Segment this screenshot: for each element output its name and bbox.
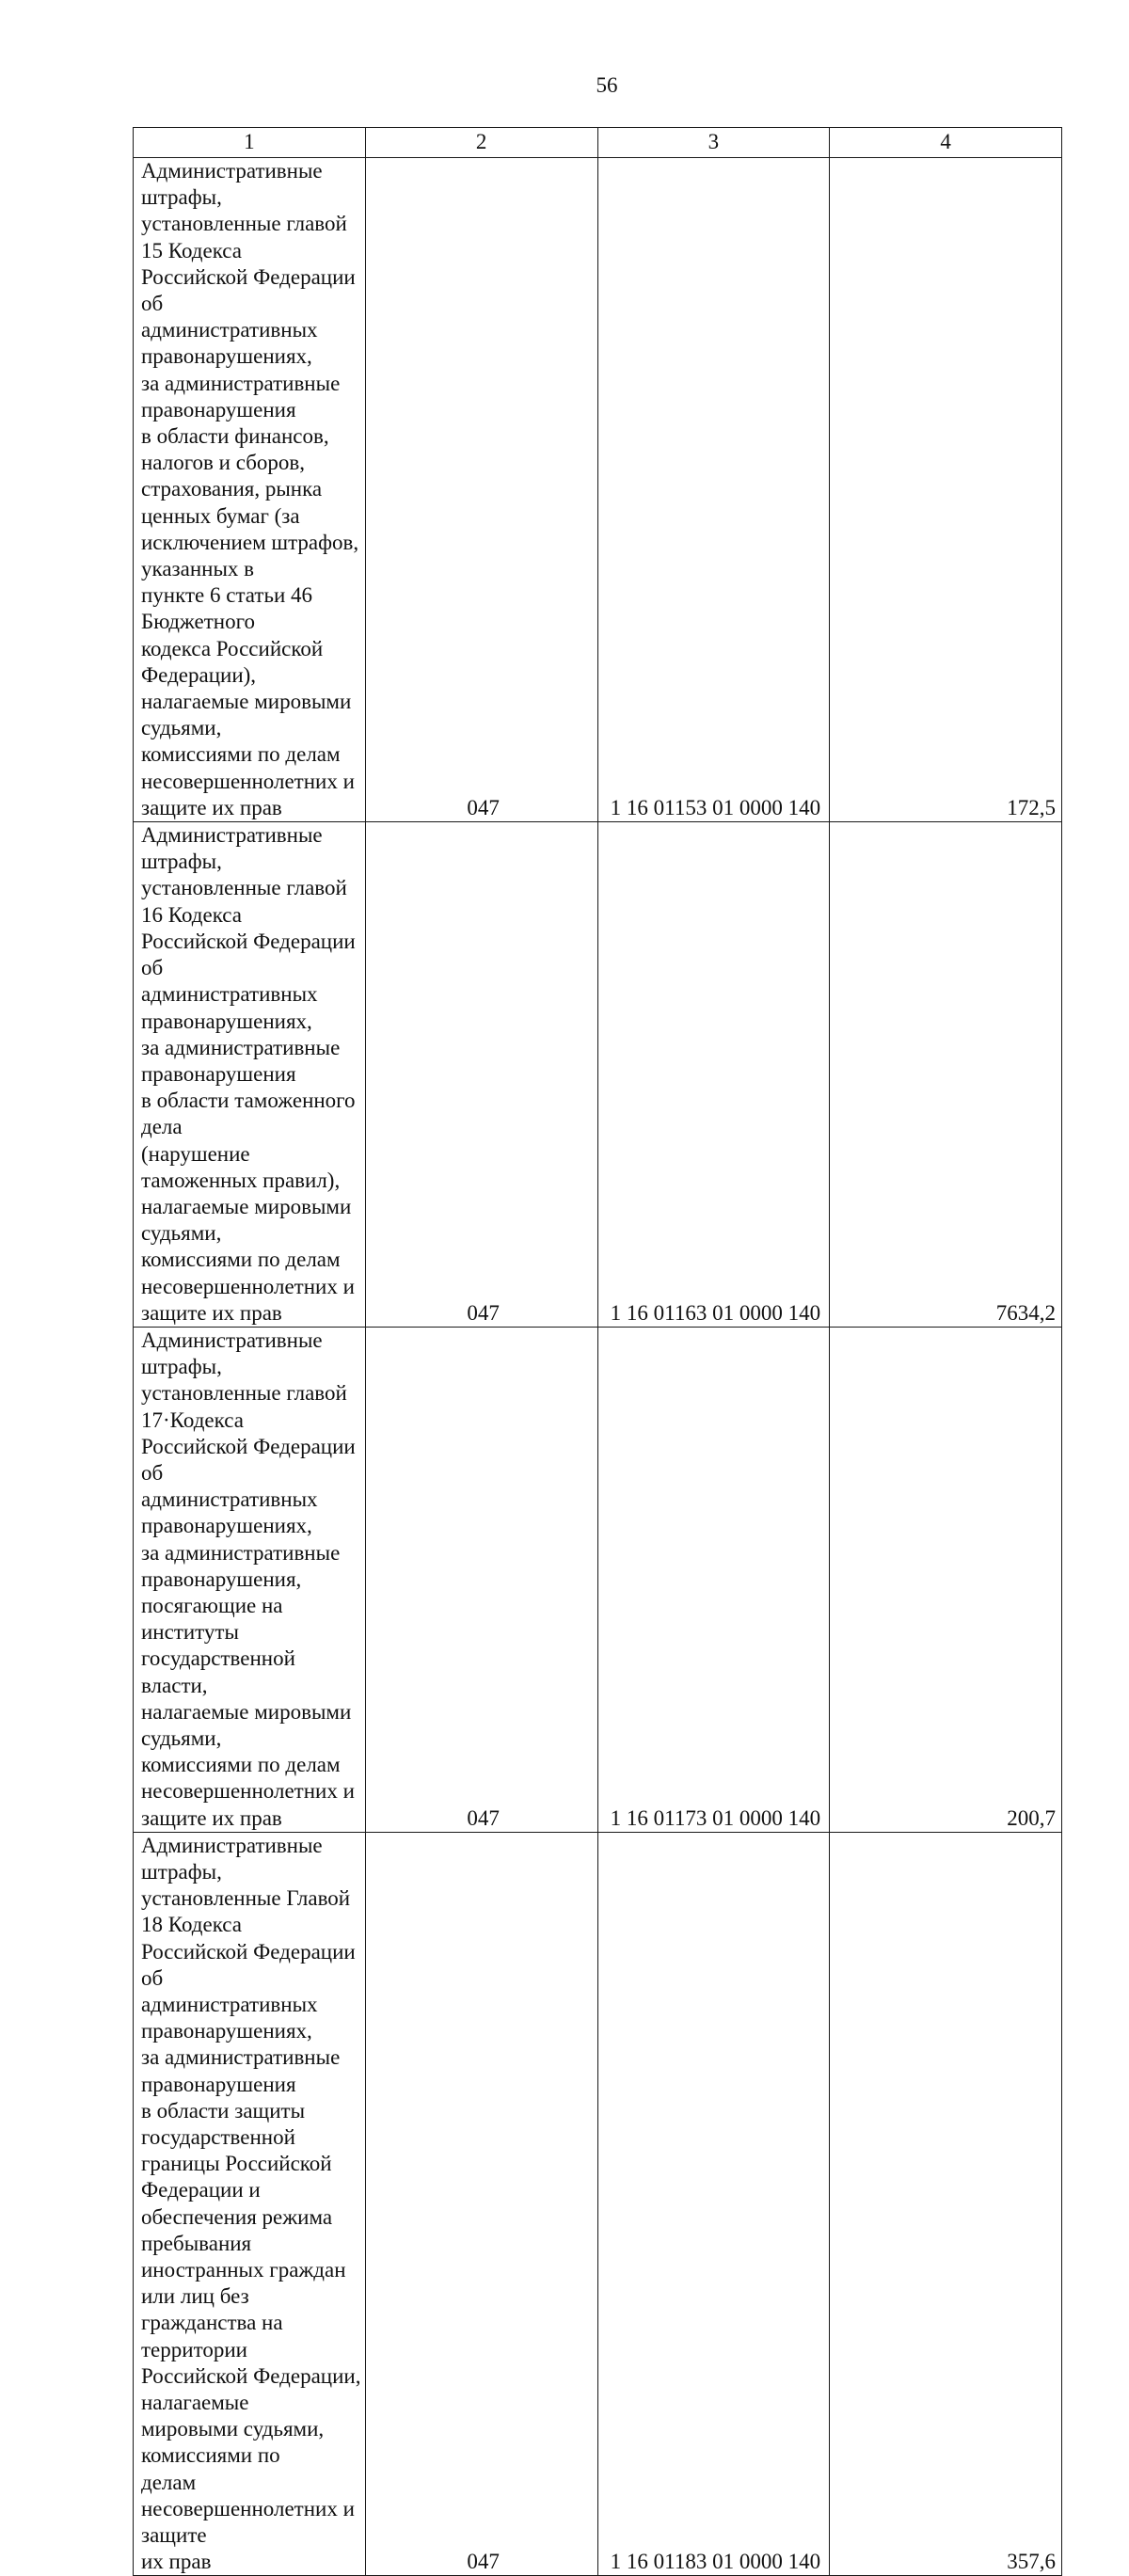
row-admin-code-cell: 047 <box>365 1832 597 2576</box>
row-budget-code-cell: 1 16 01163 01 0000 140 <box>597 822 830 1328</box>
column-header-1: 1 <box>134 128 366 158</box>
row-name-cell: Административные штрафы, установленные главой 16 Кодекса Российской Федерации об административных правонарушениях, за административные правонарушения в области таможенного дела (нарушение таможенных правил), налагаемые мировыми судьями, комиссиями по делам несовершеннолетних и защите их прав <box>134 822 366 1328</box>
row-sum-cell: 357,6 <box>830 1832 1062 2576</box>
row-name-cell: Административные штрафы, установленные Главой 18 Кодекса Российской Федерации об административных правонарушениях, за административные правонарушения в области защиты государственной границы Российской Федерации и обеспечения режима пребывания иностранных граждан или лиц без гражданства на территории Российской Федерации, налагаемые мировыми судьями, комиссиями по делам несовершеннолетних и защите их прав <box>134 1832 366 2576</box>
column-header-3: 3 <box>597 128 830 158</box>
row-admin-code-cell: 047 <box>365 822 597 1328</box>
table-row <box>134 822 1062 1328</box>
budget-table <box>133 127 1062 2576</box>
row-name-cell: Административные штрафы, установленные главой 15 Кодекса Российской Федерации об административных правонарушениях, за административные правонарушения в области финансов, налогов и сборов, страхования, рынка ценных бумаг (за исключением штрафов, указанных в пункте 6 статьи 46 Бюджетного кодекса Российской Федерации), налагаемые мировыми судьями, комиссиями по делам несовершеннолетних и защите их прав <box>134 158 366 822</box>
row-budget-code-cell: 1 16 01153 01 0000 140 <box>597 158 830 822</box>
row-admin-code-cell: 047 <box>365 158 597 822</box>
page-number: 56 <box>596 73 618 97</box>
row-admin-code-cell: 047 <box>365 1327 597 1832</box>
column-header-4: 4 <box>830 128 1062 158</box>
table-row <box>134 1327 1062 1832</box>
row-sum-cell: 7634,2 <box>830 822 1062 1328</box>
row-sum-cell: 172,5 <box>830 158 1062 822</box>
row-budget-code-cell: 1 16 01183 01 0000 140 <box>597 1832 830 2576</box>
row-sum-cell: 200,7 <box>830 1327 1062 1832</box>
row-budget-code-cell: 1 16 01173 01 0000 140 <box>597 1327 830 1832</box>
table-row <box>134 158 1062 822</box>
table-row <box>134 1832 1062 2576</box>
column-header-2: 2 <box>365 128 597 158</box>
row-name-cell: Административные штрафы, установленные главой 17·Кодекса Российской Федерации об административных правонарушениях, за административные правонарушения, посягающие на институты государственной власти, налагаемые мировыми судьями, комиссиями по делам несовершеннолетних и защите их прав <box>134 1327 366 1832</box>
table-header-row <box>134 128 1062 158</box>
